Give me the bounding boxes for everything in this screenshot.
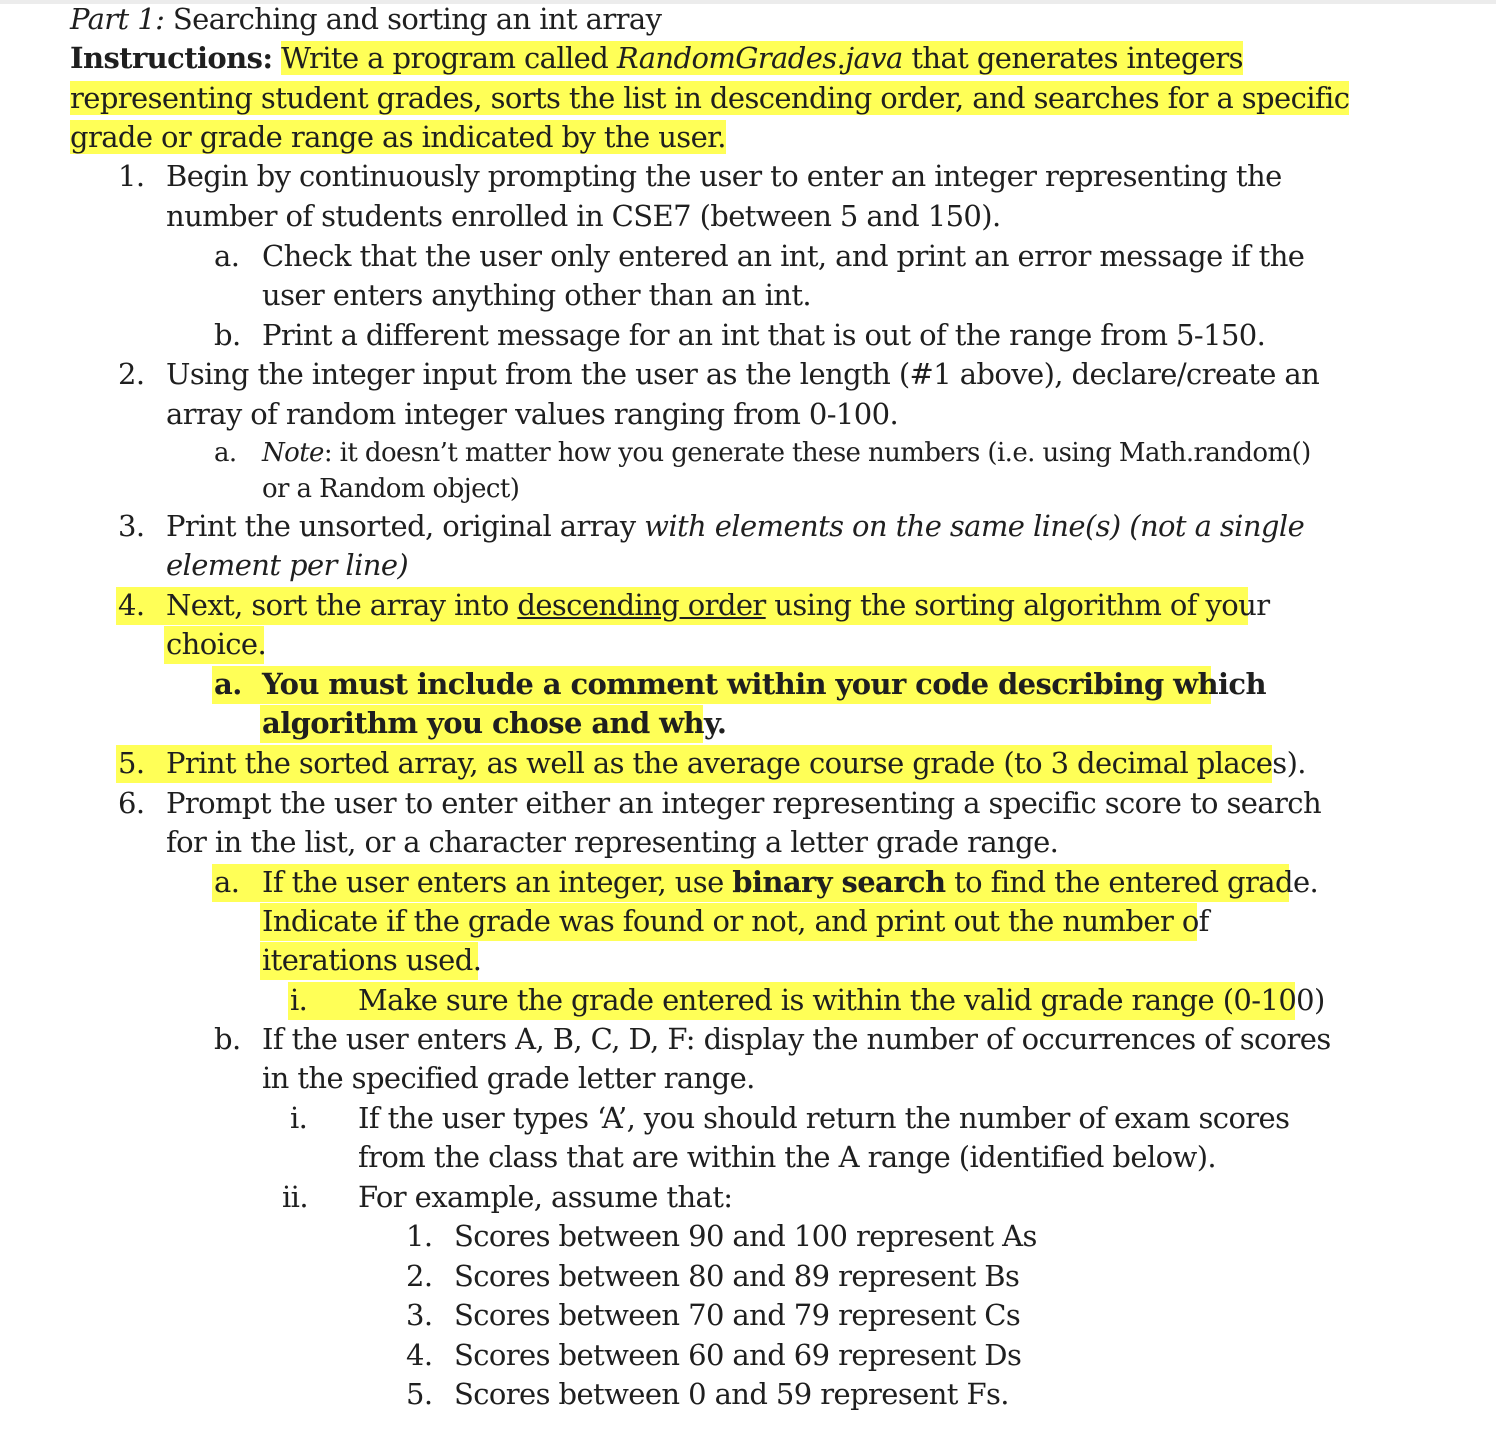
item-4a-line-1: You must include a comment within your code describing which: [262, 667, 1266, 701]
list-marker: a.: [214, 438, 237, 468]
item-4-line-1: Next, sort the array into descending order using the sorting algorithm of your: [166, 588, 1270, 622]
emphasis-text: with elements on the same line(s) (not a single: [644, 509, 1305, 543]
item-6a-line-1: If the user enters an integer, use binary search to find the entered grade.: [262, 865, 1319, 899]
note-label: Note: [262, 438, 324, 468]
list-marker: b.: [214, 1022, 241, 1056]
item-1a-line-1: Check that the user only entered an int, and print an error message if the: [262, 239, 1305, 273]
part-label: Part 1:: [70, 2, 165, 36]
grade-range-item: Scores between 70 and 79 represent Cs: [454, 1298, 1021, 1332]
item-1-line-1: Begin by continuously prompting the user to enter an integer representing the: [166, 159, 1282, 193]
item-2a-line-1: Note: it doesn’t matter how you generate these numbers (i.e. using Math.random(): [262, 438, 1311, 468]
instructions-line-1: [70, 39, 1243, 78]
instructions-line-3: grade or grade range as indicated by the user.: [70, 120, 726, 154]
bold-text: binary search: [732, 865, 946, 899]
item-2-line-1: Using the integer input from the user as the length (#1 above), declare/create an: [166, 357, 1320, 391]
item-6b-line-1: If the user enters A, B, C, D, F: display the number of occurrences of scores: [262, 1022, 1331, 1056]
item-3-line-2: element per line): [166, 548, 409, 582]
list-marker: i.: [290, 1101, 308, 1135]
item-6b-i-line-2: from the class that are within the A range (identified below).: [358, 1140, 1217, 1174]
list-marker: a.: [214, 667, 242, 701]
item-6b-i-line-1: If the user types ‘A’, you should return the number of exam scores: [358, 1101, 1290, 1135]
list-marker: a.: [214, 239, 240, 273]
part-title: Searching and sorting an int array: [164, 2, 662, 36]
item-6b-line-2: in the specified grade letter range.: [262, 1061, 755, 1095]
item-6a-line-2: Indicate if the grade was found or not, and print out the number of: [262, 904, 1209, 938]
underlined-text: descending order: [517, 588, 766, 622]
item-6b-ii-line: For example, assume that:: [358, 1180, 733, 1214]
item-4-line-2: choice.: [166, 627, 267, 661]
grade-range-item: Scores between 0 and 59 represent Fs.: [454, 1377, 1009, 1411]
item-6a-i-line: Make sure the grade entered is within the valid grade range (0-100): [358, 983, 1325, 1017]
instructions-text-1: Write a program called RandomGrades.java that generates integers: [281, 41, 1243, 75]
list-marker: a.: [214, 865, 240, 899]
list-marker: 2.: [406, 1259, 433, 1293]
list-marker: i.: [290, 983, 308, 1017]
item-6-line-2: for in the list, or a character representing a letter grade range.: [166, 825, 1059, 859]
item-5-line-1: Print the sorted array, as well as the average course grade (to 3 decimal places).: [166, 746, 1306, 780]
list-marker: 6.: [118, 786, 145, 820]
instructions-line-2: representing student grades, sorts the list in descending order, and searches for a specific: [70, 81, 1350, 115]
item-6-line-1: Prompt the user to enter either an integer representing a specific score to search: [166, 786, 1322, 820]
list-marker: 3.: [118, 509, 145, 543]
item-6a-line-3: iterations used.: [262, 943, 482, 977]
item-3-line-1: Print the unsorted, original array with elements on the same line(s) (not a single: [166, 509, 1305, 543]
list-marker: 4.: [406, 1338, 433, 1372]
file-name: RandomGrades.java: [616, 41, 903, 75]
list-marker: ii.: [282, 1180, 308, 1214]
item-2a-line-2: or a Random object): [262, 474, 520, 504]
grade-range-item: Scores between 60 and 69 represent Ds: [454, 1338, 1022, 1372]
list-marker: b.: [214, 318, 241, 352]
list-marker: 4.: [118, 588, 145, 622]
list-marker: 3.: [406, 1298, 433, 1332]
list-marker: 5.: [406, 1377, 433, 1411]
list-marker: 5.: [118, 746, 145, 780]
item-2-line-2: array of random integer values ranging from 0-100.: [166, 397, 899, 431]
list-marker: 1.: [118, 159, 145, 193]
list-marker: 1.: [406, 1219, 433, 1253]
part-heading: [70, 0, 661, 39]
grade-range-item: Scores between 80 and 89 represent Bs: [454, 1259, 1020, 1293]
item-1b-line-1: Print a different message for an int that is out of the range from 5-150.: [262, 318, 1266, 352]
item-1a-line-2: user enters anything other than an int.: [262, 278, 811, 312]
item-1-line-2: number of students enrolled in CSE7 (between 5 and 150).: [166, 199, 1001, 233]
list-marker: 2.: [118, 357, 145, 391]
instructions-label: Instructions:: [70, 41, 273, 75]
grade-range-item: Scores between 90 and 100 represent As: [454, 1219, 1037, 1253]
item-4a-line-2: algorithm you chose and why.: [262, 706, 727, 740]
